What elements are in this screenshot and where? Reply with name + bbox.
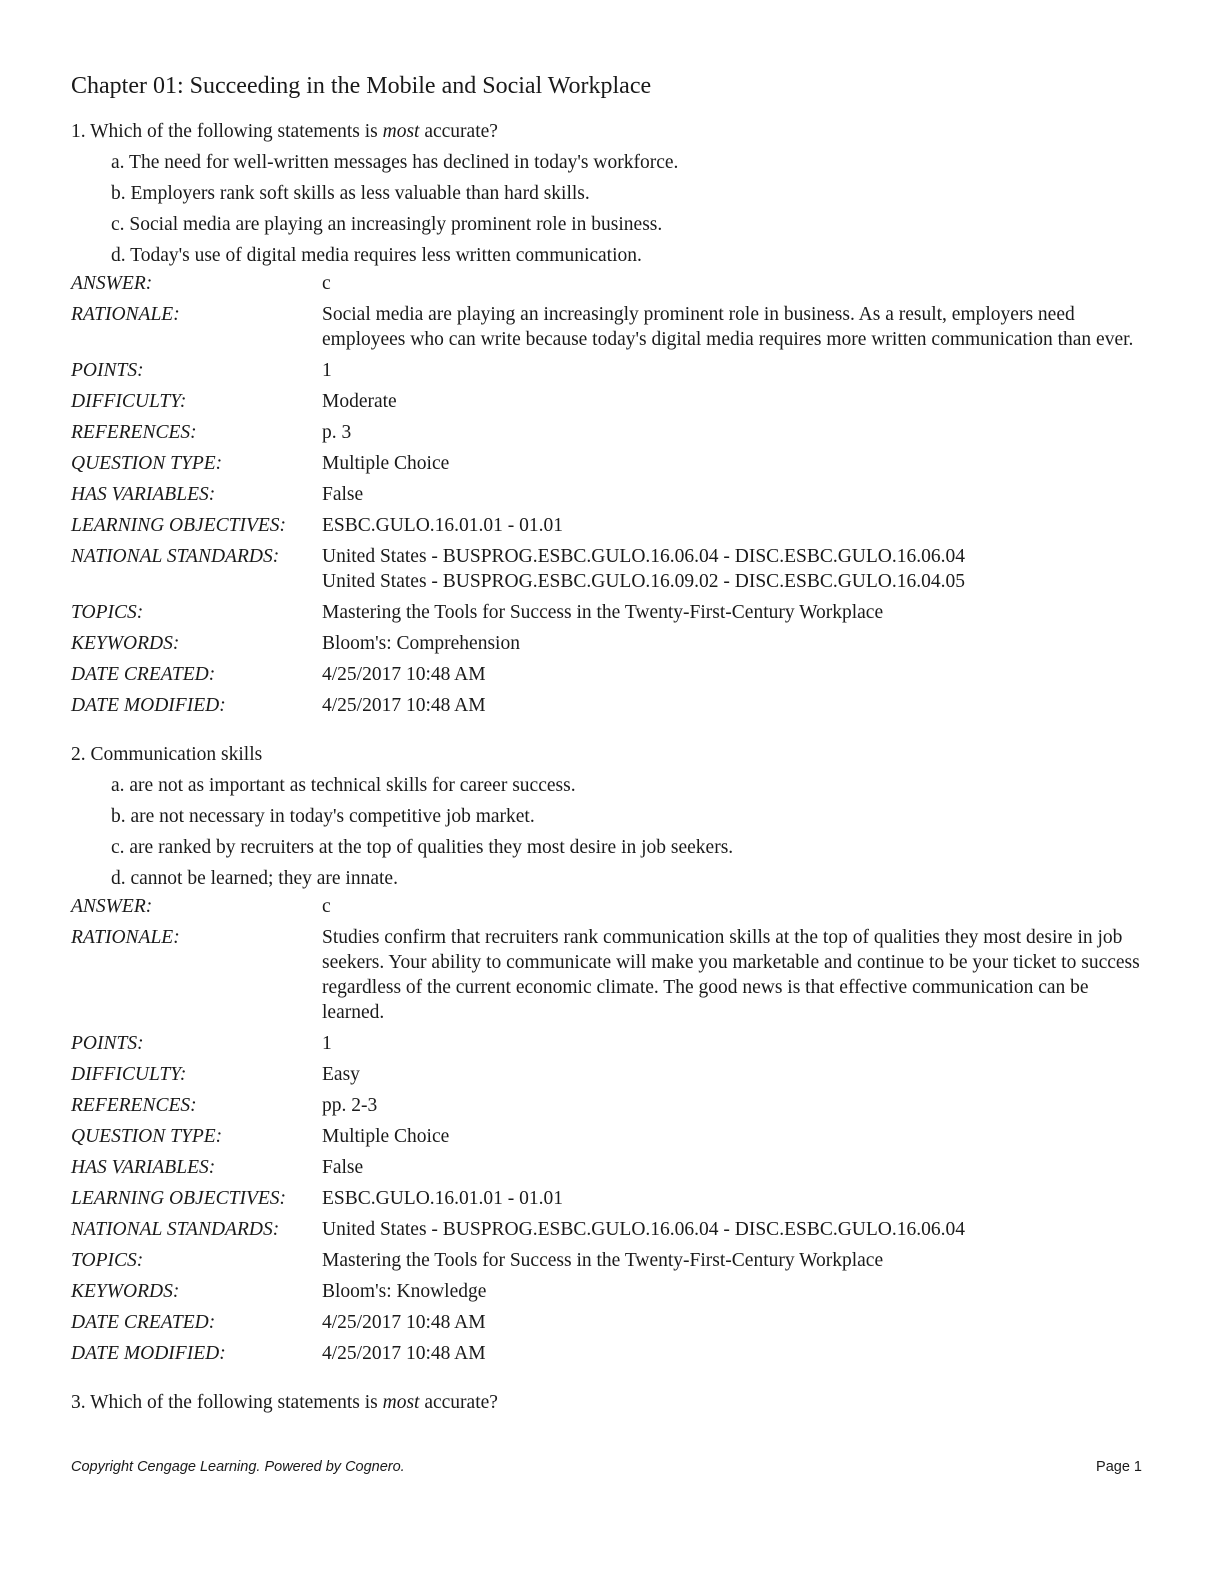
metadata-row <box>71 925 1151 1025</box>
metadata-row <box>71 1124 1151 1149</box>
metadata-row <box>71 1155 1151 1180</box>
metadata-value <box>322 1217 1151 1242</box>
metadata-value <box>322 925 1151 1025</box>
metadata-value-line: Bloom's: Comprehension <box>322 633 520 654</box>
metadata-label: DIFFICULTY: <box>71 1064 187 1085</box>
metadata-label: REFERENCES: <box>71 1095 197 1116</box>
metadata-row <box>71 1093 1151 1118</box>
metadata-value <box>322 389 1151 414</box>
metadata-label: LEARNING OBJECTIVES: <box>71 1188 287 1209</box>
metadata-label: ANSWER: <box>71 896 153 917</box>
metadata-value-line: ESBC.GULO.16.01.01 - 01.01 <box>322 1188 564 1209</box>
answer-choice: a. are not as important as technical skills for career success. <box>111 775 576 796</box>
metadata-value <box>322 1310 1151 1335</box>
metadata-value <box>322 1248 1151 1273</box>
metadata-label: POINTS: <box>71 1033 144 1054</box>
metadata-value-line: pp. 2-3 <box>322 1095 378 1116</box>
metadata-label: POINTS: <box>71 360 144 381</box>
metadata-value <box>322 1279 1151 1304</box>
answer-choice: d. Today's use of digital media requires less written communication. <box>111 245 642 266</box>
metadata-row <box>71 358 1151 383</box>
metadata-label: DATE MODIFIED: <box>71 695 226 716</box>
metadata-label: NATIONAL STANDARDS: <box>71 546 280 567</box>
question-text: Which of the following statements is <box>90 121 378 142</box>
metadata-value-line: 4/25/2017 10:48 AM <box>322 664 486 685</box>
metadata-value-line: 1 <box>322 360 332 381</box>
metadata-value-line: Mastering the Tools for Success in the Twenty-First-Century Workplace <box>322 602 884 623</box>
metadata-row <box>71 1062 1151 1087</box>
metadata-value <box>322 451 1151 476</box>
document-page <box>71 71 1151 1440</box>
question-number: 3. <box>71 1392 86 1413</box>
metadata-value <box>322 513 1151 538</box>
page-number: Page 1 <box>1096 1459 1142 1475</box>
metadata-label: DIFFICULTY: <box>71 391 187 412</box>
metadata-value <box>322 631 1151 656</box>
answer-choice: c. are ranked by recruiters at the top of qualities they most desire in job seekers. <box>111 837 734 858</box>
metadata-value <box>322 271 1151 296</box>
chapter-title: Chapter 01: Succeeding in the Mobile and Social Workplace <box>71 73 652 99</box>
metadata-row <box>71 662 1151 687</box>
metadata-value-line: Multiple Choice <box>322 1126 450 1147</box>
metadata-row <box>71 1248 1151 1273</box>
metadata-row <box>71 600 1151 625</box>
metadata-label: REFERENCES: <box>71 422 197 443</box>
metadata-row <box>71 389 1151 414</box>
question-text-end: accurate? <box>424 121 498 142</box>
answer-choice: a. The need for well-written messages has declined in today's workforce. <box>111 152 679 173</box>
metadata-label: LEARNING OBJECTIVES: <box>71 515 287 536</box>
metadata-row <box>71 1031 1151 1056</box>
metadata-row <box>71 1341 1151 1366</box>
metadata-label: HAS VARIABLES: <box>71 484 216 505</box>
metadata-row <box>71 420 1151 445</box>
metadata-value-line: Mastering the Tools for Success in the Twenty-First-Century Workplace <box>322 1250 884 1271</box>
question-text: Which of the following statements is <box>90 1392 378 1413</box>
metadata-value <box>322 1155 1151 1180</box>
metadata-value <box>322 1031 1151 1056</box>
copyright-notice: Copyright Cengage Learning. Powered by Cognero. <box>71 1459 405 1475</box>
metadata-row <box>71 302 1151 352</box>
question-number: 1. <box>71 121 86 142</box>
metadata-label: ANSWER: <box>71 273 153 294</box>
metadata-value <box>322 662 1151 687</box>
question-list <box>71 117 1151 1418</box>
metadata-label: HAS VARIABLES: <box>71 1157 216 1178</box>
metadata-label: NATIONAL STANDARDS: <box>71 1219 280 1240</box>
question-emphasis: most <box>382 121 420 142</box>
metadata-value <box>322 1062 1151 1087</box>
answer-choice: b. are not necessary in today's competitive job market. <box>111 806 535 827</box>
metadata-row <box>71 1279 1151 1304</box>
question-emphasis: most <box>382 1392 420 1413</box>
metadata-label: RATIONALE: <box>71 927 180 948</box>
metadata-value <box>322 482 1151 507</box>
question-number: 2. <box>71 744 86 765</box>
question-text: Communication skills <box>90 744 263 765</box>
metadata-value-line: Moderate <box>322 391 397 412</box>
answer-choice: c. Social media are playing an increasingly prominent role in business. <box>111 214 663 235</box>
question-text-end: accurate? <box>424 1392 498 1413</box>
metadata-value-line: False <box>322 484 364 505</box>
question-block <box>71 117 1151 718</box>
question-block <box>71 1388 1151 1418</box>
metadata-label: DATE CREATED: <box>71 1312 216 1333</box>
metadata-row <box>71 544 1151 594</box>
metadata-value <box>322 358 1151 383</box>
metadata-label: RATIONALE: <box>71 304 180 325</box>
metadata-value-line: United States - BUSPROG.ESBC.GULO.16.06.04 - DISC.ESBC.GULO.16.06.04 <box>322 546 965 567</box>
metadata-value <box>322 1124 1151 1149</box>
metadata-value <box>322 302 1151 352</box>
metadata-label: TOPICS: <box>71 602 144 623</box>
metadata-row <box>71 631 1151 656</box>
metadata-value <box>322 693 1151 718</box>
metadata-value-line: 4/25/2017 10:48 AM <box>322 1312 486 1333</box>
metadata-value-line: Easy <box>322 1064 360 1085</box>
metadata-row <box>71 451 1151 476</box>
metadata-value-line: United States - BUSPROG.ESBC.GULO.16.09.02 - DISC.ESBC.GULO.16.04.05 <box>322 571 965 592</box>
metadata-row <box>71 1217 1151 1242</box>
metadata-value-line: c <box>322 273 331 294</box>
question-block <box>71 740 1151 1366</box>
question-stem <box>71 117 1151 147</box>
metadata-value-line: ESBC.GULO.16.01.01 - 01.01 <box>322 515 564 536</box>
metadata-value-line: Bloom's: Knowledge <box>322 1281 487 1302</box>
metadata-label: KEYWORDS: <box>71 1281 180 1302</box>
metadata-value-line: United States - BUSPROG.ESBC.GULO.16.06.04 - DISC.ESBC.GULO.16.06.04 <box>322 1219 965 1240</box>
metadata-value <box>322 544 1151 594</box>
metadata-value <box>322 894 1151 919</box>
metadata-row <box>71 894 1151 919</box>
answer-choice: b. Employers rank soft skills as less valuable than hard skills. <box>111 183 590 204</box>
question-stem <box>71 1388 1151 1418</box>
question-stem <box>71 740 1151 770</box>
metadata-row <box>71 271 1151 296</box>
metadata-label: KEYWORDS: <box>71 633 180 654</box>
metadata-label: QUESTION TYPE: <box>71 1126 223 1147</box>
metadata-value-line: False <box>322 1157 364 1178</box>
metadata-value-line: c <box>322 896 331 917</box>
metadata-value <box>322 420 1151 445</box>
metadata-value-line: Multiple Choice <box>322 453 450 474</box>
answer-choices <box>71 770 1151 894</box>
metadata-value-line: p. 3 <box>322 422 352 443</box>
metadata-value-line: Studies confirm that recruiters rank communication skills at the top of qualities they most desire in job seekers. Your ability to communicate will make you marketable and continue to be your ticket to success regardless of the current economic climate. The good news is that effective communication can be learned. <box>322 927 1140 1023</box>
metadata-row <box>71 513 1151 538</box>
metadata-row <box>71 693 1151 718</box>
metadata-label: TOPICS: <box>71 1250 144 1271</box>
metadata-row <box>71 1186 1151 1211</box>
metadata-label: DATE CREATED: <box>71 664 216 685</box>
metadata-value <box>322 1341 1151 1366</box>
metadata-value-line: 1 <box>322 1033 332 1054</box>
answer-choice: d. cannot be learned; they are innate. <box>111 868 398 889</box>
metadata-value <box>322 600 1151 625</box>
metadata-label: DATE MODIFIED: <box>71 1343 226 1364</box>
metadata-row <box>71 482 1151 507</box>
metadata-value-line: Social media are playing an increasingly prominent role in business. As a result, employers need employees who can write because today's digital media requires more written communication than ever. <box>322 304 1134 350</box>
metadata-row <box>71 1310 1151 1335</box>
metadata-value <box>322 1186 1151 1211</box>
metadata-label: QUESTION TYPE: <box>71 453 223 474</box>
metadata-value <box>322 1093 1151 1118</box>
answer-choices <box>71 147 1151 271</box>
metadata-value-line: 4/25/2017 10:48 AM <box>322 1343 486 1364</box>
metadata-value-line: 4/25/2017 10:48 AM <box>322 695 486 716</box>
